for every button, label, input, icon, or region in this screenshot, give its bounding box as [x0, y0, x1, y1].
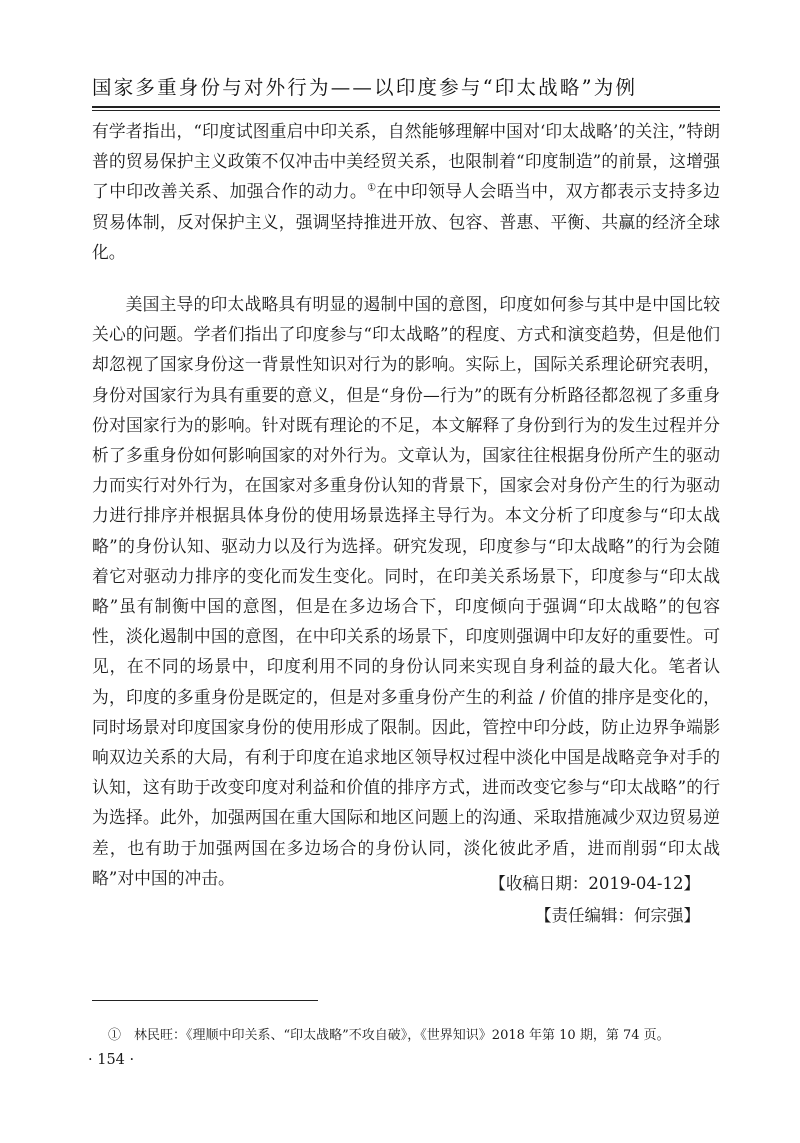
- paragraph-1-part-2: 在中印领导人会晤当中，双方都表示支持多边贸易体制，反对保护主义，强调坚持推进开放、包容、普惠、平衡、共赢的经济全球化。: [92, 181, 720, 262]
- received-date: 【收稿日期：2019-04-12】: [489, 874, 700, 893]
- header-rule-thick: [92, 106, 720, 108]
- paragraph-1: [92, 116, 720, 267]
- page-number: · 154 ·: [88, 1052, 135, 1068]
- running-title: 国家多重身份与对外行为——以印度参与“印太战略”为例: [92, 76, 638, 99]
- footnote-reference[interactable]: ①: [367, 182, 377, 194]
- responsible-editor: 【责任编辑：何宗强】: [535, 906, 700, 925]
- paragraph-1-part-1: 有学者指出，“印度试图重启中印关系，自然能够理解中国对‘印太战略’的关注，”特朗普的贸易保护主义政策不仅冲击中美经贸关系，也限制着“印度制造”的前景，这增强了中印改善关系、加强合作的动力。: [92, 121, 720, 202]
- footnote-rule: [92, 1000, 318, 1001]
- paragraph-2: 美国主导的印太战略具有明显的遏制中国的意图，印度如何参与其中是中国比较关心的问题。学者们指出了印度参与“印太战略”的程度、方式和演变趋势，但是他们却忽视了国家身份这一背景性知识对行为的影响。实际上，国际关系理论研究表明，身份对国家行为具有重要的意义，但是“身份—行为”的既有分析路径都忽视了多重身份对国家行为的影响。针对既有理论的不足，本文解释了身份到行为的发生过程并分析了多重身份如何影响国家的对外行为。文章认为，国家往往根据身份所产生的驱动力而实行对外行为，在国家对多重身份认知的背景下，国家会对身份产生的行为驱动力进行排序并根据具体身份的使用场景选择主导行为。本文分析了印度参与“印太战略”的身份认知、驱动力以及行为选择。研究发现，印度参与“印太战略”的行为会随着它对驱动力排序的变化而发生变化。同时，在印美关系场景下，印度参与“印太战略”虽有制衡中国的意图，但是在多边场合下，印度倾向于强调“印太战略”的包容性，淡化遏制中国的意图，在中印关系的场景下，印度则强调中印友好的重要性。可见，在不同的场景中，印度利用不同的身份认同来实现自身利益的最大化。笔者认为，印度的多重身份是既定的，但是对多重身份产生的利益 / 价值的排序是变化的，同时场景对印度国家身份的使用形成了限制。因此，管控中印分歧，防止边界争端影响双边关系的大局，有利于印度在追求地区领导权过程中淡化中国是战略竞争对手的认知，这有助于改变印度对利益和价值的排序方式，进而改变它参与“印太战略”的行为选择。此外，加强两国在重大国际和地区问题上的沟通、采取措施减少双边贸易逆差，也有助于加强两国在多边场合的身份认同，淡化彼此矛盾，进而削弱“印太战略”对中国的冲击。: [92, 294, 720, 888]
- body-text: [92, 116, 720, 893]
- footnote: ① 林民旺：《理顺中印关系、“印太战略”不攻自破》，《世界知识》2018 年第 10 期，第 74 页。: [108, 1028, 670, 1043]
- header-rule-thin: [92, 110, 720, 111]
